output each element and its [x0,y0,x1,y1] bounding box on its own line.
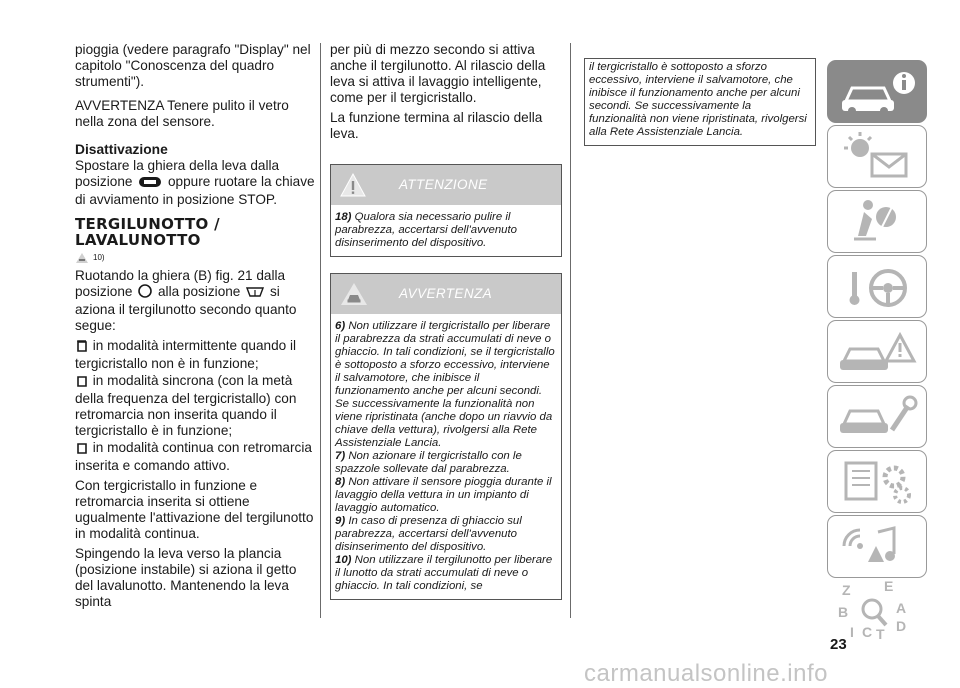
page-number: 23 [830,636,847,653]
list-item [75,338,315,372]
tab-multimedia[interactable] [827,515,927,578]
paragraph-sensor-warning: AVVERTENZA Tenere pulito il vetro nella zona del sensore. [75,98,289,129]
rot-text-a: Ruotando la ghiera (B) fig. 21 dalla posizione [75,268,286,299]
note-text: Qualora sia necessario pulire il parabrezza, accertarsi dell'avvenuto disinserimento del dispositivo. [335,211,517,249]
tab-safety[interactable] [827,190,927,253]
tab-technical-data[interactable] [827,450,927,513]
attenzione-box [330,164,562,257]
bullet-icon [77,340,87,356]
note-continuation-box [584,58,816,146]
paragraph-continuous: Con tergicristallo in funzione e retromarcia inserita si ottiene ugualmente l'attivazione del tergilunotto in modalità continua. [75,478,314,541]
note-text: Non utilizzare il tergilunotto per liberare il lunotto da strati accumulati di neve o ghiaccio. In tali condizioni, se [335,554,553,592]
column-1 [75,42,315,618]
tab-vehicle-info[interactable] [827,60,927,123]
paragraph-rain-display: pioggia (vedere paragrafo "Display" nel capitolo "Conoscenza del quadro strumenti"). [75,42,311,89]
bullet-icon [77,442,87,458]
warning-triangle-icon [339,172,367,198]
avvertenza-body [331,314,561,599]
paragraph-disattivazione [75,158,315,208]
footer-watermark: carmanualsonline.info [584,660,828,687]
bullet-icon [77,375,87,391]
list-item [75,373,315,439]
note-continuation-text: il tergicristallo è sottoposto a sforzo eccessivo, interviene il salvamotore, che inibisce il funzionamento anche per alcuni secondi. Se successivamente la funzionalità non viene ripristinata, rivolgersi alla Rete Assistenziale Lancia. [589,61,807,138]
svg-text:D: D [896,618,907,634]
note-number: 6) [335,320,346,332]
note-text: Non utilizzare il tergicristallo per liberare il parabrezza da strati accumulati di neve o ghiaccio. In tali condizioni, se il tergicristallo è sottoposto a sforzo eccessivo, interviene il salvamotore, che inibisce il funzionamento anche per alcuni secondi. Se successivamente la funzionalità non viene ripristinata (anche dopo un riavvio da chiave della vettura), rivolgersi alla Rete Assistenziale Lancia. [335,320,555,449]
bullet-text: in modalità intermittente quando il tergicristallo non è in funzione; [75,338,297,371]
list-item [75,440,315,474]
svg-text:C: C [862,624,873,640]
car-caution-icon [339,281,369,307]
tab-dashboard-lights[interactable] [827,125,927,188]
note-item [335,515,557,554]
note-item [335,554,557,593]
svg-text:Z: Z [842,582,851,598]
note-number: 9) [335,515,346,527]
rot-text-b: alla posizione [158,284,241,299]
note-text: Non attivare il sensore pioggia durante il lavaggio della vettura in un impianto di lavaggio automatico. [335,476,552,514]
heading-disattivazione: Disattivazione [75,142,168,157]
heading-tergilunotto: TERGILUNOTTO / LAVALUNOTTO [75,215,220,249]
column-3 [584,42,816,146]
svg-text:T: T [876,626,885,642]
column-2 [330,42,562,614]
tab-emergency[interactable] [827,320,927,383]
dis-text-b: oppure ruotare la chiave di avviamento in posizione STOP. [75,174,315,207]
note-item [335,476,557,515]
note-item [335,320,557,450]
airbag-icon [828,191,928,254]
rear-wiper-icon [246,286,264,302]
note-number: 8) [335,476,346,488]
paragraph-washer: Spingendo la leva verso la plancia (posizione instabile) si aziona il getto del lavalunotto. Mantenendo la leva spinta [75,546,297,609]
rot-text-c: si aziona il tergilunotto secondo quanto segue: [75,284,297,333]
note-number: 7) [335,450,346,462]
avvertenza-title: AVVERTENZA [399,286,493,301]
car-info-icon [828,61,928,124]
mode-list [75,338,315,474]
reference-number: 10) [93,253,105,262]
sun-envelope-icon [828,126,928,189]
paragraph-function-end: La funzione termina al rilascio della leva. [330,110,543,141]
note-number: 18) [335,211,352,223]
column-divider-2 [570,43,571,618]
reference-10 [75,250,315,266]
tab-maintenance[interactable] [827,385,927,448]
music-signal-icon [828,516,928,579]
note-item [335,450,557,476]
note-number: 10) [335,554,352,566]
car-warning-icon [828,321,928,384]
bullet-text: in modalità continua con retromarcia inserita e comando attivo. [75,440,312,473]
off-position-icon [138,284,152,302]
avvertenza-box [330,273,562,600]
note-text: Non azionare il tergicristallo con le spazzole sollevate dal parabrezza. [335,450,522,475]
paragraph-rotation [75,268,315,334]
attenzione-title: ATTENZIONE [399,177,488,192]
steering-wheel-icon [828,256,928,319]
alphabet-index-icon [828,581,928,644]
tab-index[interactable] [827,580,927,643]
chapter-sidebar [827,60,927,645]
attenzione-body [331,205,561,256]
column-divider-1 [320,43,321,618]
car-wrench-icon [828,386,928,449]
dis-text-a: Spostare la ghiera della leva dalla posizione [75,158,280,189]
warning-car-icon [75,252,89,264]
intermittent-wiper-icon [138,176,162,192]
paragraph-intelligent-wash: per più di mezzo secondo si attiva anche il tergilunotto. Al rilascio della leva si attiva il lavaggio intelligente, come per il tergicristallo. [330,42,546,105]
tab-starting-driving[interactable] [827,255,927,318]
svg-text:E: E [884,581,894,594]
note-text: In caso di presenza di ghiaccio sul parabrezza, accertarsi dell'avvenuto disinserimento del dispositivo. [335,515,522,553]
svg-text:A: A [896,600,907,616]
avvertenza-header [331,274,561,314]
svg-text:B: B [838,604,849,620]
gears-icon [828,451,928,514]
svg-text:I: I [850,624,854,640]
bullet-text: in modalità sincrona (con la metà della frequenza del tergicristallo) con retromarcia non inserita quando il tergicristallo è in funzione; [75,373,297,438]
attenzione-header [331,165,561,205]
